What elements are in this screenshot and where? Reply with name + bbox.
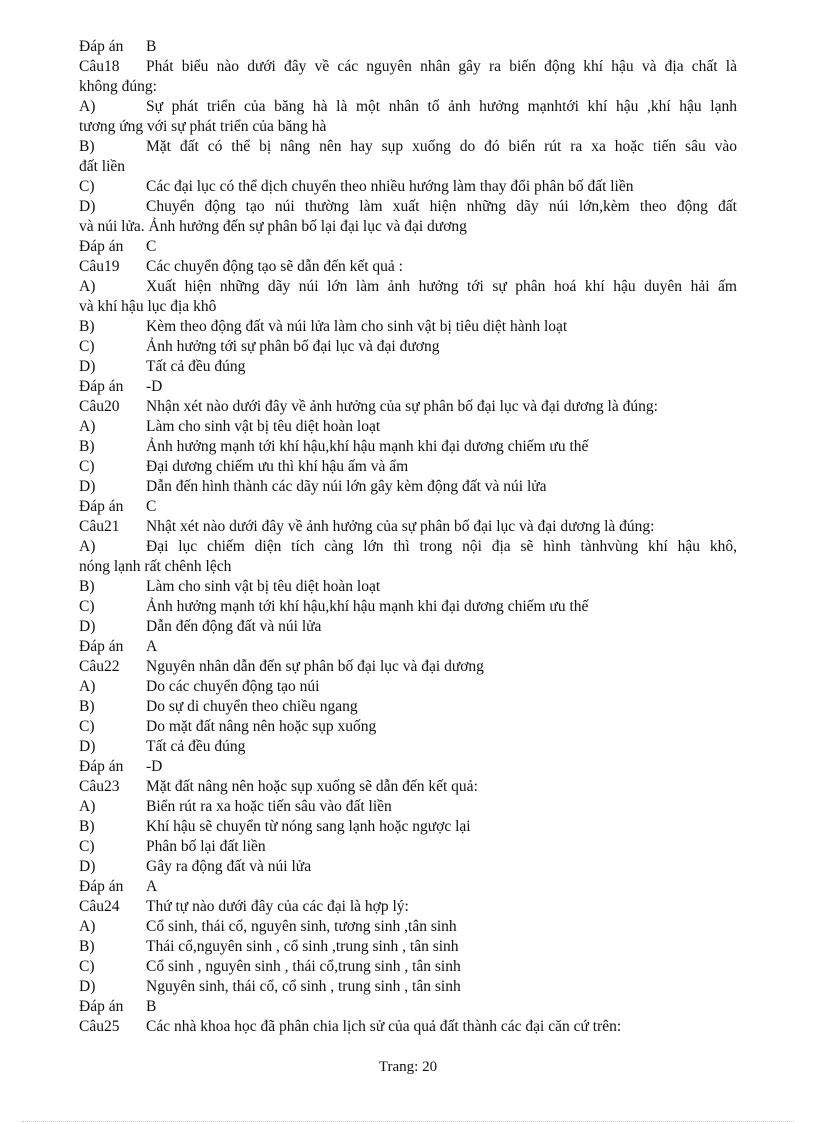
line-label: A) — [79, 918, 96, 935]
quiz-line — [79, 917, 737, 937]
line-label: D) — [79, 618, 96, 635]
quiz-line — [79, 537, 737, 557]
line-label: B) — [79, 438, 95, 455]
line-text: Mặt đất nâng nên hoặc sụp xuống sẽ dẫn đến kết quả: — [146, 778, 478, 795]
line-text: Nhận xét nào dưới đây về ảnh hưởng của sự phân bố đại lục và đại dương là đúng: — [146, 398, 658, 415]
quiz-line — [79, 357, 737, 377]
line-text: Cổ sinh , nguyên sinh , thái cổ,trung sinh , tân sinh — [146, 958, 461, 975]
line-label: A) — [79, 418, 96, 435]
line-label: B) — [79, 818, 95, 835]
quiz-line — [79, 877, 737, 897]
line-text: Do các chuyển động tạo núi — [146, 678, 320, 695]
line-text: Ảnh hưởng mạnh tới khí hậu,khí hậu mạnh khi đại dương chiếm ưu thế — [146, 438, 589, 455]
line-text: Ảnh hưởng mạnh tới khí hậu,khí hậu mạnh khi đại dương chiếm ưu thế — [146, 598, 589, 615]
line-label: C) — [79, 838, 95, 855]
line-label: Đáp án — [79, 878, 124, 895]
line-label: C) — [79, 458, 95, 475]
line-text: Biển rút ra xa hoặc tiến sâu vào đất liền — [146, 798, 392, 815]
quiz-line — [79, 937, 737, 957]
line-text: A — [146, 638, 158, 655]
line-continuation: và núi lửa. Ảnh hưởng đến sự phân bố lại đại lục và đại dương — [79, 218, 467, 235]
line-text: Nhật xét nào dưới đây về ảnh hưởng của sự phân bố đại lục và đại dương là đúng: — [146, 518, 655, 535]
quiz-line — [79, 397, 737, 417]
line-label: Câu23 — [79, 778, 120, 795]
quiz-line — [79, 237, 737, 257]
line-text: Phân bố lại đất liền — [146, 838, 266, 855]
quiz-line — [79, 197, 737, 217]
quiz-line — [79, 717, 737, 737]
line-label: C) — [79, 178, 95, 195]
line-label: Đáp án — [79, 378, 124, 395]
quiz-line — [79, 477, 737, 497]
line-text: Tất cả đều đúng — [146, 738, 246, 755]
quiz-line — [79, 437, 737, 457]
line-text: Các chuyển động tạo sẽ dẫn đến kết quả : — [146, 258, 403, 275]
line-text: Chuyển động tạo núi thường làm xuất hiện những dãy núi lớn,kèm theo động đất — [146, 198, 737, 215]
line-text: Nguyên nhân dẫn đến sự phân bố đại lục và đại dương — [146, 658, 484, 675]
line-text: Làm cho sinh vật bị têu diệt hoàn loạt — [146, 578, 381, 595]
quiz-content — [79, 37, 737, 1037]
quiz-line — [79, 517, 737, 537]
line-text: Kèm theo động đất và núi lửa làm cho sinh vật bị tiêu diệt hành loạt — [146, 318, 568, 335]
line-label: C) — [79, 338, 95, 355]
quiz-line — [79, 277, 737, 297]
line-label: B) — [79, 698, 95, 715]
quiz-line — [79, 677, 737, 697]
line-label: A) — [79, 98, 96, 115]
page-number: Trang: 20 — [378, 1059, 438, 1075]
line-label: A) — [79, 678, 96, 695]
line-text: Cổ sinh, thái cổ, nguyên sinh, tương sinh ,tân sinh — [146, 918, 457, 935]
quiz-line — [79, 657, 737, 677]
quiz-line — [79, 897, 737, 917]
line-label: D) — [79, 978, 96, 995]
quiz-line — [79, 697, 737, 717]
line-text: Đại dương chiếm ưu thì khí hậu ấm và ẩm — [146, 458, 409, 475]
line-text: Do sự di chuyển theo chiều ngang — [146, 698, 358, 715]
quiz-line — [79, 177, 737, 197]
line-text: C — [146, 238, 157, 255]
line-label: B) — [79, 938, 95, 955]
line-label: Câu21 — [79, 518, 120, 535]
quiz-line — [79, 997, 737, 1017]
quiz-line — [79, 317, 737, 337]
line-label: A) — [79, 798, 96, 815]
line-text: Tất cả đều đúng — [146, 358, 246, 375]
quiz-line — [79, 457, 737, 477]
quiz-line — [79, 577, 737, 597]
line-label: Đáp án — [79, 238, 124, 255]
line-label: D) — [79, 858, 96, 875]
line-text: A — [146, 878, 158, 895]
line-text: C — [146, 498, 157, 515]
quiz-line — [79, 257, 737, 277]
line-label: Câu24 — [79, 898, 120, 915]
line-text: Xuất hiện những dãy núi lớn làm ảnh hưởng tới sự phân hoá khí hậu duyên hải ấm — [146, 278, 737, 295]
line-continuation: đất liền — [79, 158, 126, 175]
quiz-line — [79, 597, 737, 617]
line-text: Thứ tự nào dưới đây của các đại là hợp lý: — [146, 898, 409, 915]
line-text: Thái cổ,nguyên sinh , cổ sinh ,trung sinh , tân sinh — [146, 938, 459, 955]
quiz-line — [79, 957, 737, 977]
line-label: D) — [79, 738, 96, 755]
line-label: Câu19 — [79, 258, 120, 275]
line-text: Nguyên sinh, thái cổ, cổ sinh , trung sinh , tân sinh — [146, 978, 461, 995]
quiz-line — [79, 817, 737, 837]
line-label: D) — [79, 478, 96, 495]
line-text: Đại lục chiếm diện tích càng lớn thì trong nội địa sẽ hình tànhvùng khí hậu khô, — [146, 538, 737, 555]
quiz-line — [79, 337, 737, 357]
quiz-line — [79, 417, 737, 437]
line-label: D) — [79, 358, 96, 375]
line-text: -D — [146, 378, 163, 395]
line-label: Đáp án — [79, 638, 124, 655]
line-continuation: và khí hậu lục địa khô — [79, 298, 217, 315]
quiz-line — [79, 757, 737, 777]
line-label: C) — [79, 598, 95, 615]
line-label: Đáp án — [79, 758, 124, 775]
line-text: Mặt đất có thể bị nâng nên hay sụp xuống do đó biển rút ra xa hoặc tiến sâu vào — [146, 138, 737, 155]
quiz-line — [79, 1017, 737, 1037]
quiz-line — [79, 57, 737, 77]
line-label: Đáp án — [79, 998, 124, 1015]
line-text: Sự phát triển của băng hà là một nhân tố ảnh hưởng mạnhtới khí hậu ,khí hậu lạnh — [146, 98, 737, 115]
line-label: C) — [79, 718, 95, 735]
quiz-line — [79, 977, 737, 997]
quiz-line — [79, 837, 737, 857]
quiz-line — [79, 97, 737, 117]
line-text: B — [146, 38, 157, 55]
line-label: B) — [79, 138, 95, 155]
line-text: B — [146, 998, 157, 1015]
line-label: D) — [79, 198, 96, 215]
line-text: Các đại lục có thể dịch chuyển theo nhiều hướng làm thay đổi phân bố đất liền — [146, 178, 634, 195]
quiz-line — [79, 137, 737, 157]
line-text: Làm cho sinh vật bị têu diệt hoàn loạt — [146, 418, 381, 435]
page-bottom-rule — [22, 1121, 794, 1122]
quiz-line — [79, 637, 737, 657]
line-label: Câu25 — [79, 1018, 120, 1035]
line-label: Câu22 — [79, 658, 120, 675]
line-label: C) — [79, 958, 95, 975]
quiz-line — [79, 497, 737, 517]
line-text: Phát biểu nào dưới đây về các nguyên nhân gây ra biến động khí hậu và địa chất là — [146, 58, 737, 75]
line-text: Dẫn đến hình thành các dãy núi lớn gây kèm động đất và núi lửa — [146, 478, 547, 495]
line-label: Đáp án — [79, 498, 124, 515]
line-label: Đáp án — [79, 38, 124, 55]
line-text: Dẫn đến động đất và núi lửa — [146, 618, 322, 635]
line-text: Khí hậu sẽ chuyển từ nóng sang lạnh hoặc ngược lại — [146, 818, 471, 835]
line-label: B) — [79, 318, 95, 335]
line-label: A) — [79, 538, 96, 555]
quiz-line — [79, 857, 737, 877]
quiz-line — [79, 777, 737, 797]
line-label: B) — [79, 578, 95, 595]
line-text: Các nhà khoa học đã phân chia lịch sử của quả đất thành các đại căn cứ trên: — [146, 1018, 622, 1035]
line-continuation: tương ứng với sự phát triển của băng hà — [79, 118, 327, 135]
quiz-line — [79, 377, 737, 397]
quiz-line — [79, 37, 737, 57]
line-continuation: không đúng: — [79, 78, 157, 95]
quiz-line — [79, 617, 737, 637]
line-label: Câu18 — [79, 58, 120, 75]
line-text: Gây ra động đất và núi lửa — [146, 858, 312, 875]
line-label: Câu20 — [79, 398, 120, 415]
line-text: Ảnh hưởng tới sự phân bố đại lục và đại đương — [146, 338, 440, 355]
line-text: Do mặt đất nâng nên hoặc sụp xuống — [146, 718, 377, 735]
line-continuation: nóng lạnh rất chênh lệch — [79, 558, 232, 575]
line-text: -D — [146, 758, 163, 775]
quiz-line — [79, 797, 737, 817]
line-label: A) — [79, 278, 96, 295]
quiz-line — [79, 737, 737, 757]
